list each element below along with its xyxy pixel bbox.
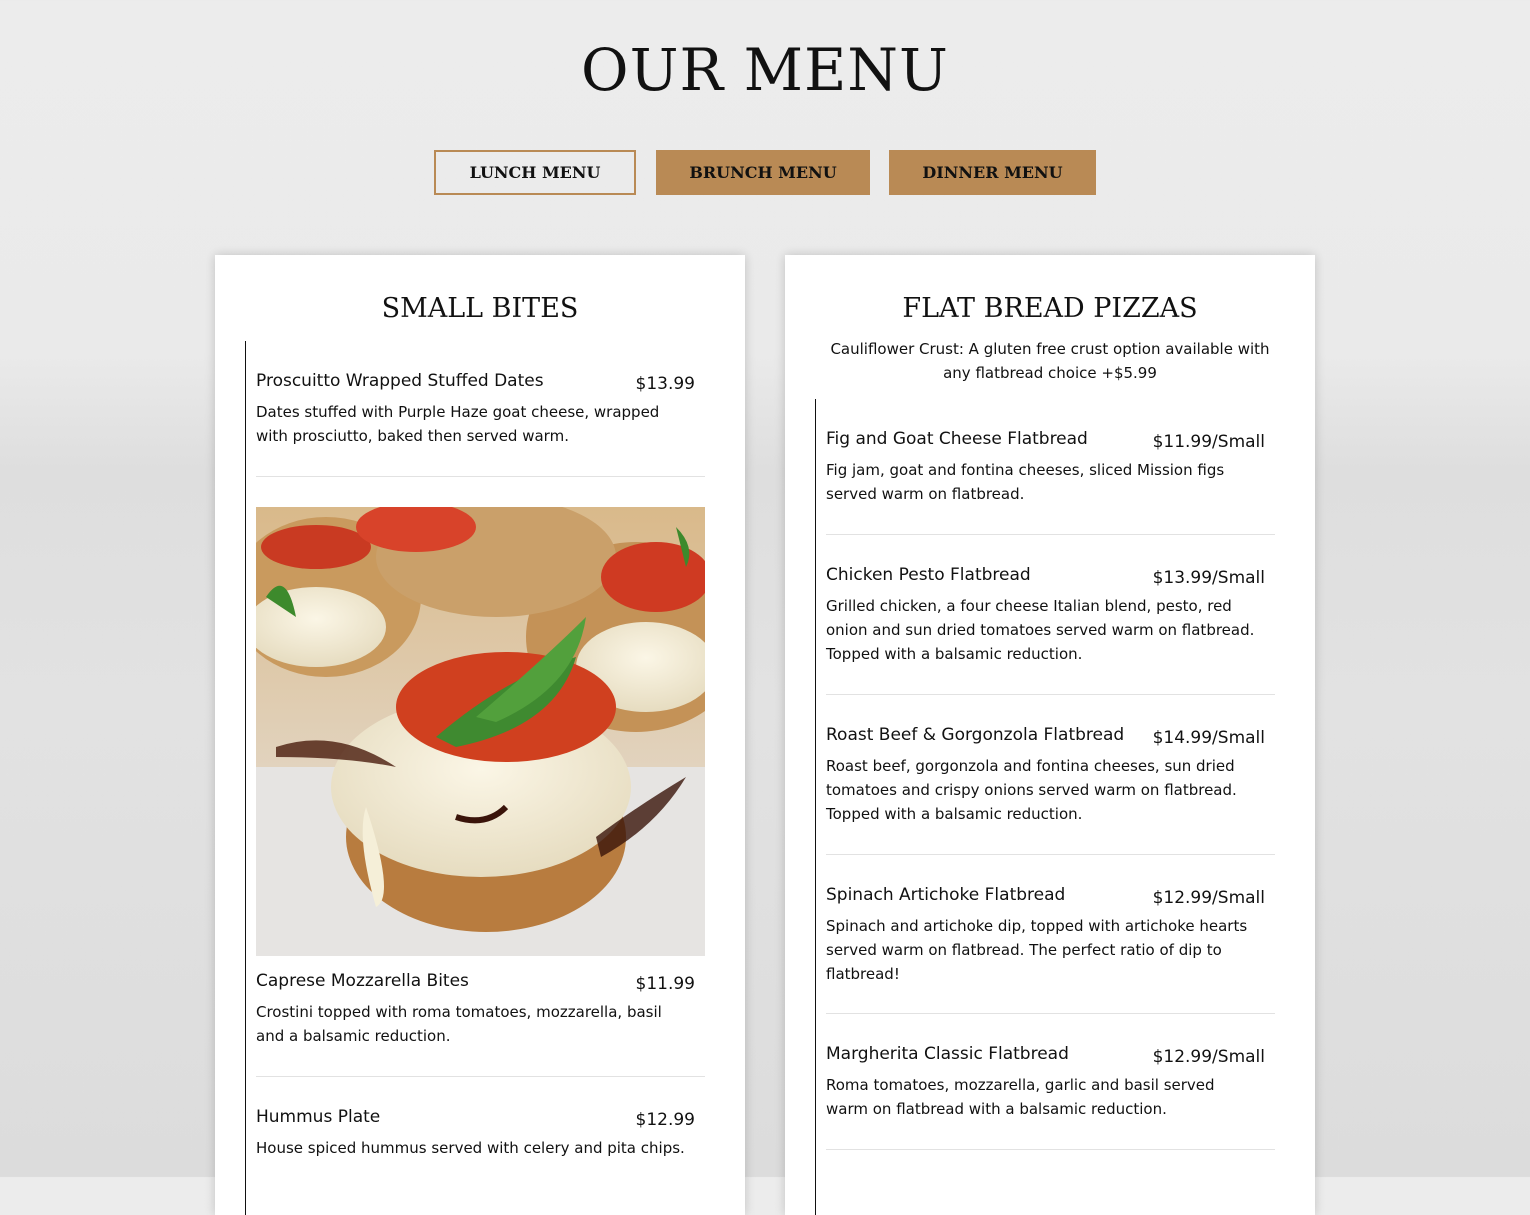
item-divider [826,534,1275,535]
item-name: Fig and Goat Cheese Flatbread [826,429,1088,449]
cauliflower-crust-note: Cauliflower Crust: A gluten free crust option available with any flatbread choice +$5.99 [830,340,1270,382]
item-divider [826,1013,1275,1014]
item-name: Chicken Pesto Flatbread [826,565,1031,585]
menu-tabs [0,150,1530,195]
caprese-bites-photo [256,507,705,956]
item-price: $12.99/Small [1152,888,1265,908]
item-description: Crostini topped with roma tomatoes, mozzarella, basil and a balsamic reduction. [256,1003,662,1045]
tab-dinner-menu[interactable]: DINNER MENU [889,150,1096,195]
item-description: House spiced hummus served with celery and pita chips. [256,1139,685,1157]
item-description: Roma tomatoes, mozzarella, garlic and basil served warm on flatbread with a balsamic reduction. [826,1076,1215,1118]
item-description: Spinach and artichoke dip, topped with artichoke hearts served warm on flatbread. The perfect ratio of dip to flatbread! [826,917,1248,983]
item-divider [826,694,1275,695]
section-rule [245,341,246,1215]
item-divider [256,476,705,477]
item-name: Roast Beef & Gorgonzola Flatbread [826,725,1125,745]
item-price: $12.99 [635,1110,695,1130]
item-price: $11.99 [635,974,695,994]
section-title: FLAT BREAD PIZZAS [902,293,1198,324]
item-divider [826,1149,1275,1150]
item-description: Dates stuffed with Purple Haze goat cheese, wrapped with prosciutto, baked then served warm. [256,403,660,445]
section-title: SMALL BITES [381,293,579,324]
item-price: $11.99/Small [1152,432,1265,452]
tab-lunch-menu[interactable]: LUNCH MENU [434,150,636,195]
item-description: Grilled chicken, a four cheese Italian blend, pesto, red onion and sun dried tomatoes served warm on flatbread. Topped with a balsamic reduction. [826,597,1255,663]
item-price: $13.99 [635,374,695,394]
item-name: Margherita Classic Flatbread [826,1044,1069,1064]
item-price: $14.99/Small [1152,728,1265,748]
item-description: Roast beef, gorgonzola and fontina cheeses, sun dried tomatoes and crispy onions served warm on flatbread. Topped with a balsamic reduction. [826,757,1237,823]
item-name: Spinach Artichoke Flatbread [826,885,1066,905]
item-name: Caprese Mozzarella Bites [256,971,469,991]
item-price: $12.99/Small [1152,1047,1265,1067]
item-divider [826,854,1275,855]
flatbread-pizzas-card [785,255,1315,1215]
item-name: Hummus Plate [256,1107,381,1127]
page-title: OUR MENU [581,36,949,104]
tab-brunch-menu[interactable]: BRUNCH MENU [656,150,870,195]
item-name: Proscuitto Wrapped Stuffed Dates [256,371,544,391]
section-rule [815,399,816,1215]
small-bites-card [215,255,745,1215]
item-price: $13.99/Small [1152,568,1265,588]
item-divider [256,1076,705,1077]
item-description: Fig jam, goat and fontina cheeses, sliced Mission figs served warm on flatbread. [826,461,1225,503]
